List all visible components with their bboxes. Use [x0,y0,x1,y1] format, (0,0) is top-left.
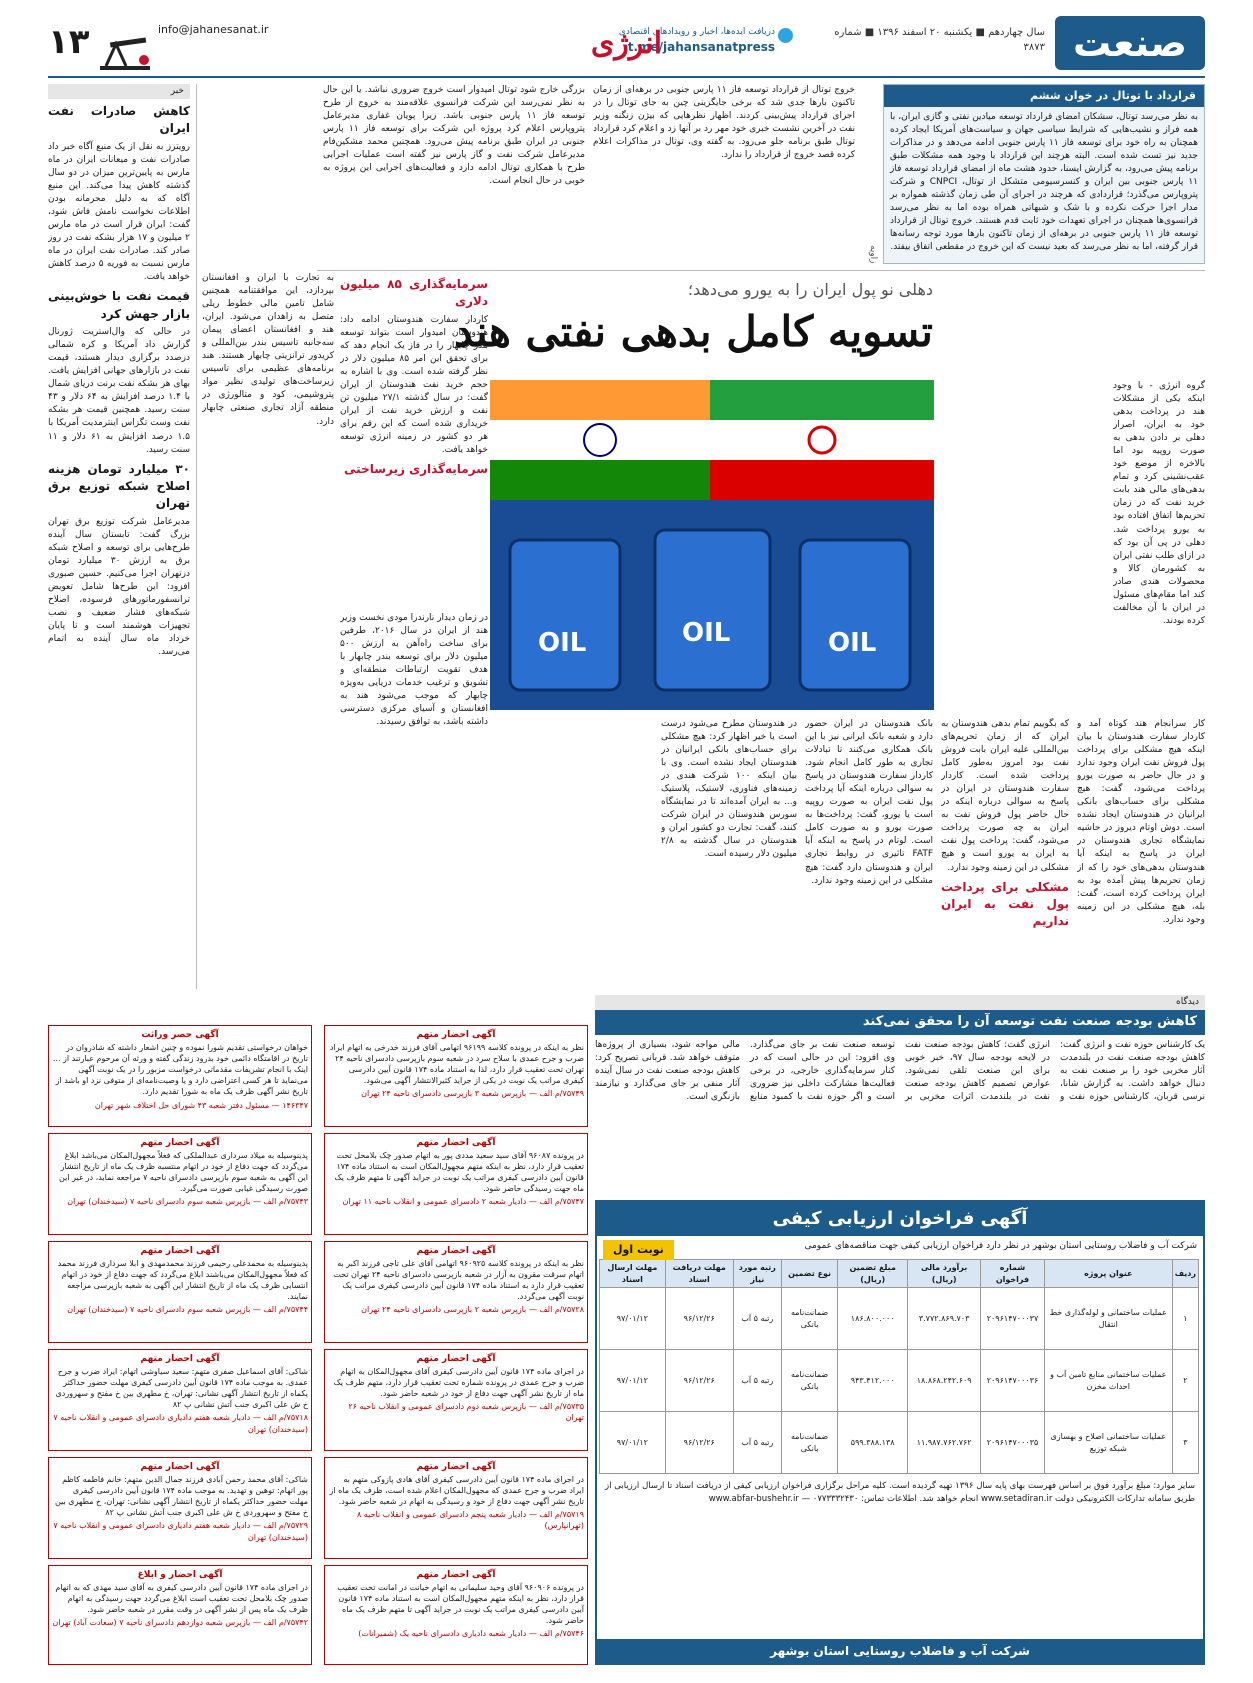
ad-6-body: پدینوسیله به محمدعلی رحیمی فرزند محمدمهدی و ابلا سرداری فرزند محمد که فعلاً مجهول‌المکان می‌باشند ابلاغ می‌گردد که جهت دفاع از خود در اتهام انتسابی ظرف یک ماه از تاریخ انتشار این آگهی به شعبه بازپرسی مراجعه نمایند. [57,1258,308,1302]
ad-10 [48,1457,312,1559]
table-cell: ۹۶/۱۲/۲۶ [665,1350,733,1412]
news-ribbon: خبر [48,84,190,99]
total-box-title: قرارداد با توتال در خوان ششم [884,85,1204,107]
article-col-5 [340,612,488,988]
table-cell: ۹۶/۱۲/۲۶ [665,1412,733,1474]
total-box-body: به نظر می‌رسد توتال، سشکان امضای قرارداد توسعه میادین نفتی و گازی ایران، با همه فراز و نشیب‌هایی که شرایط سیاسی جهان و سیاست‌های آمریکا ایجاد کرده همچنان به راه خود برای توسعه فاز ۱۱ پارس جنوبی ادامه می‌دهد و در مذاکرات جدید نیز تست شده است. البته هرچند این قرارداد با وجود همه مشکلات طبق برنامه پیش می‌رود، به گزارش ایسنا، حدود هشت ماه از امضای قرارداد توسعه فاز ۱۱ پارس جنوبی بین ایران و کنسرسیومی متشکل از توتال، CNPCI و شرکت پتروپارس می‌گذرد؛ قراردادی که هرچند در اجرای آن طی زمان گذشته همواره بر مدار اجرا حرکت نکرده و با شک و شبهاتی همراه بوده اما به نظر می‌رسد فرانسوی‌ها همچنان در اجرای تعهدات خود ثابت قدم هستند. خروج توتال از قرارداد توسعه فاز ۱۱ پارس جنوبی در برهه‌ای از زمان تاکنون بارها مورد توجه رسانه‌ها قرار گرفته، اما به نظر می‌رسد که بعید نیست که این خروج در مقطعی اتفاق بیفتد. [890,111,1199,253]
table-cell: عملیات ساختمانی منابع تامین آب و احداث مخزن [1044,1350,1172,1412]
legal-ads [48,1025,588,1665]
article-col-7 [202,272,334,988]
ad-2-footer: ۱۴۶۳۴۷ — مسئول دفتر شعبه ۴۳ شورای حل اختلاف شهر تهران [94,1100,308,1110]
col-header: مهلت دریافت اسناد [665,1260,733,1288]
barrel-label-2: OIL [682,618,731,648]
table-cell: رتبه ۵ آب [733,1412,781,1474]
ad-11-body: در پرونده ۹۶۰۹۰۶ آقای وحید سلیمانی به اتهام خیانت در امانت تحت تعقیب قرار دارد، نظر به اینکه متهم مجهول‌المکان است به استناد ماده ۱۷۴ قانون آیین دادرسی کیفری مراتب یک نوبت در جراید آگهی تا متهم ظرف یک ماه حاضر شود. [337,1582,584,1626]
table-cell: ۹۴۳.۴۱۲.۰۰۰ [838,1350,908,1412]
table-cell: ضمانت‌نامه بانکی [781,1412,837,1474]
ad-8 [48,1349,312,1451]
ad-10-title: آگهی احضار متهم [140,1462,220,1472]
article-lead-text: گروه انرژی - با وجود اینکه یکی از مشکلات هند در پرداخت بدهی خود به ایران، اصرار دهلی بر دادن بدهی به صورت روپیه بود اما بالاخره از موضع خود عقب‌نشینی کرد و تمام بدهی‌های مالی هند بابت خرید نفت که در زمان تحریم‌ها اتفاق افتاده بود به یورو پرداخت شد. دهلی در پی آن بود که در ازای طلب نفتی ایران به کشورمان کالا و محصولات هندی صادر کند اما مقام‌های مسئول در ایران با آن مخالفت کرده بودند. [1113,381,1205,626]
budget-title: کاهش بودجه صنعت نفت توسعه آن را محقق نمی‌کند [595,1010,1205,1035]
ad-6-title: آگهی احضار متهم [140,1246,220,1256]
article-col-2 [941,718,1069,988]
ad-3-title: آگهی احضار متهم [416,1138,496,1148]
article-col-3 [805,718,933,988]
ad-2-title: آگهی حصر وراثت [141,1030,219,1040]
main-headline: تسویه کامل بدهی نفتی هند [453,307,933,356]
telegram-caption: دریافت ایده‌ها، اخبار و رویدادهای اقتصادی [618,27,775,37]
article-col-7-text: به تجارت با ایران و افغانستان بپردازد، این موافقتنامه همچنین شامل تامین مالی خطوط ریلی متصل به زاهدان می‌شود. ایران، هند و افغانستان اعضای پیمان سه‌جانبه تاسیس بندر بین‌المللی و کریدور ترانزیتی چابهار هستند. هند برنامه‌های عظیمی برای تاسیس زیرساخت‌های تولیدی نظیر مواد پتروشیمی، کود و متالورژی در منطقه آزاد تجاری صنعتی چابهار دارد. [202,273,334,427]
table-cell: ۹۶/۱۲/۲۶ [665,1288,733,1350]
ad-12 [48,1565,312,1665]
ad-5-body: نظر به اینکه در پرونده کلاسه ۹۶۰۹۲۵ اتهامی آقای علی تاجی فرزند اکبر به اتهام سرقت مقرون به آزار در شعبه بازپرسی دادسرای ناحیه ۲۴ تهران تحت تعقیب قرار دارد به استناد ماده ۱۷۴ قانون آیین دادرسی کیفری مراتب یک نوبت آگهی می‌گردد. [333,1258,584,1302]
ad-11 [324,1565,588,1665]
ad-5-title: آگهی احضار متهم [416,1246,496,1256]
news-text-3: مدیرعامل شرکت توزیع برق تهران بزرگ گفت: تابستان سال آینده طرح‌هایی برای توسعه و اصلاح شبکه برق به ارزش ۳۰ میلیارد تومان درتهران اجرا می‌کنیم. حسین صبوری افزود: این طرح‌ها شامل تعویض ترانسفورماتورهای فرسوده، اصلاح شبکه‌های فشار ضعیف و نصب تجهیزات هوشمند است و تا پایان خرداد ماه سال آینده به اتمام می‌رسد. [48,516,190,658]
ad-11-footer: ۷۵۷۴۶/م الف — دادیار شعبه دادیاری دادسرای ناحیه یک (شمیرانات) [358,1629,584,1639]
ad-6 [48,1241,312,1343]
col-header: برآورد مالی (ریال) [908,1260,981,1288]
article-lead [1113,380,1205,715]
budget-ribbon: دیدگاه [595,995,1205,1010]
table-cell: ۹۷/۰۱/۱۲ [600,1412,666,1474]
tender-ad [595,1200,1205,1665]
total-box [883,84,1205,264]
col-header: مبلغ تضمین (ریال) [838,1260,908,1288]
tender-notes: سایر موارد: مبلغ برآورد فوق بر اساس فهرست بهای پایه سال ۱۳۹۶ تهیه گردیده است. کلیه مراحل برگزاری فراخوان ارزیابی کیفی از دریافت اسناد تا ارسال ارزیابی از طریق سامانه تدارکات الکترونیکی دولت www.setadiran.ir انجام خواهد شد. اطلاعات تماس: ۰۷۷۳۳۳۲۴۳۰ — www.abfar-bushehr.ir [605,1481,1195,1504]
subhead-infrastructure: سرمایه‌گذاری زیرساختی [344,462,488,477]
article-col-4 [661,718,797,988]
ad-1-footer: ۷۵۷۴۹/م الف — بازپرس شعبه ۳ بازپرسی دادسرای ناحیه ۲۴ تهران [361,1089,584,1099]
ad-2-body: خواهان درخواستی تقدیم شورا نموده و چنین اشعار داشته که شادروان در تاریخ در اقامتگاه دائمی خود بدرود زندگی گفته و ورثه آن مرحوم عبارتند از ... اینک با انجام تشریفات مقدماتی درخواست مزبور را در یک نوبت آگهی می‌نماید تا هر کسی اعتراضی دارد و یا وصیت‌نامه‌ای از متوفی نزد او باشد از تاریخ نشر آگهی ظرف یک ماه به شورا تقدیم دارد. [52,1042,308,1097]
subhead-investment: سرمایه‌گذاری ۸۵ میلیون دلاری [340,277,488,309]
ad-1 [324,1025,588,1127]
ad-9-body: در اجرای ماده ۱۷۴ قانون آیین دادرسی کیفری آقای هادی پازوکی متهم به ایراد ضرب و جرح عمدی که مجهول‌المکان اعلام شده است، ظرف یک ماه از تاریخ نشر آگهی جهت دفاع از خود و رسیدگی به اتهام در شعبه حاضر شود. [329,1474,584,1506]
subhead-payment: مشکلی برای پرداخت پول نفت به ایران نداریم [941,879,1069,929]
article-col-1 [1077,718,1205,988]
tender-table [599,1259,1199,1474]
ad-9 [324,1457,588,1559]
news-headline-3: ۳۰ میلیارد تومان هزینه اصلاح شبکه توزیع برق تهران [48,461,190,511]
col-header: نوع تضمین [781,1260,837,1288]
table-cell: ۳.۷۷۲.۸۶۹.۷۰۳ [908,1288,981,1350]
barrel-label-1: OIL [538,628,587,658]
table-cell: ۲۰۹۶۱۴۷۰۰۰۳۷ [981,1288,1045,1350]
ad-5 [324,1241,588,1343]
table-row [600,1288,1199,1350]
page-number: ۱۳ [48,22,90,62]
zaviyeh-ribbon: زاویه [868,245,878,264]
table-cell: ۱ [1172,1288,1198,1350]
news-column [48,84,190,989]
col-header: عنوان پروژه [1044,1260,1172,1288]
ad-3 [324,1133,588,1235]
ad-7-footer: ۷۵۷۳۵/م الف — بازپرس شعبه دوم دادسرای عمومی و انقلاب ناحیه ۲۶ تهران [348,1402,584,1423]
article-col-4-text: در هندوستان مطرح می‌شود درست است یا خیر اظهار کرد: هیچ مشکلی برای حساب‌های بانکی ایرانیان در هندوستان ایجاد نشده است. وی با بیان اینکه ۱۰۰ شرکت هندی در زمینه‌های فناوری، لاستیک، پلاستیک و... به ایران آمده‌اند تا در نمایشگاه سورس هندوستان در ایران شرکت کنند، گفت: تجارت دو کشور ایران و هندوستان در سال گذشته به ۲/۸ میلیون دلار رسیده است. [661,719,797,860]
col-header: رتبه مورد نیاز [733,1260,781,1288]
table-row [600,1350,1199,1412]
article-col-6 [340,272,488,612]
ad-8-title: آگهی احضار متهم [140,1354,220,1364]
headline-supertitle: دهلی نو پول ایران را به یورو می‌دهد؛ [687,280,933,299]
budget-article [595,995,1205,1195]
oil-pump-icon [96,36,154,72]
divider [317,270,1205,271]
article-col-6-text: کاردار سفارت هندوستان ادامه داد: هندوستان امیدوار است بتواند توسعه بندر چابهار را در فاز یک انجام دهد که برای تحقق این امر ۸۵ میلیون دلار در نظر گرفته شده است. وی با اشاره به حجم خرید نفت هندوستان از ایران گفت: در سال گذشته ۲۷/۱ میلیون تن نفت و ارزش خرید نفت از ایران خریداری شده است که این رقم برای هر دو کشور در زمینه انرژی توسعه خواهد یافت. [340,314,488,456]
ad-10-body: شاکی: آقای محمد رحمن آبادی فرزند جمال الدین متهم: خانم فاطمه کاظم پور اتهام: توهین و تهدید. به موجب ماده ۱۷۴ قانون آیین دادرسی کیفری مهلت حضور حداکثر یکماه از تاریخ انتشار آگهی نشانی: تهران، خ مطهری بین خ مفتح و سهروردی خ ش علی اکبری جنب آتش نشانی پ ۸۲ [55,1474,308,1518]
table-cell: ضمانت‌نامه بانکی [781,1350,837,1412]
table-cell: ضمانت‌نامه بانکی [781,1288,837,1350]
table-cell: ۲۰۹۶۱۴۷۰۰۰۳۶ [981,1350,1045,1412]
section-title: انرژی [590,26,663,61]
table-cell: ۳ [1172,1412,1198,1474]
table-cell: ۱۸۶.۸۰۰.۰۰۰ [838,1288,908,1350]
col-header: مهلت ارسال اسناد [600,1260,666,1288]
ad-4-footer: ۷۵۷۴۳/م الف — بازپرس شعبه سوم دادسرای ناحیه ۷ (سیدخندان) تهران [67,1197,308,1207]
tender-table-header [600,1260,1199,1288]
article-col-2-text: که بگوییم تمام بدهی هندوستان به ایران که از زمان تحریم‌های بین‌المللی علیه ایران بابت فروش نفت بود امروز به‌طور کامل پرداخت شده است. کاردار سفارت هندوستان در ایران در پاسخ به سوالی درباره اینکه در حال حاضر پول فروش نفت به ایران به چه صورت پرداخت می‌شود، گفت: پرداخت پول نفت به ایران به یورو است و هیچ مشکلی در این زمینه وجود ندارد. [941,719,1069,873]
table-cell: رتبه ۵ آب [733,1350,781,1412]
ad-4-title: آگهی احضار متهم [140,1138,220,1148]
news-text-1: رویترز به نقل از یک منبع آگاه خبر داد صادرات نفت و میعانات ایران در ماه مارس به پایین‌ترین میزان در دو سال گذشته کاهش پیدا می‌کند. این منبع آگاه که به دلیل محرمانه بودن اطلاعات نخواست نامش فاش شود، گفت: ایران قرار است در ماه مارس ۲ میلیون و ۱۷ هزار بشکه نفت در روز صادر کند. صادرات نفت ایران در ماه مارس نسبت به فوریه ۵ درصد کاهش خواهد یافت. [48,141,190,283]
article-col-3-text: بانک هندوستان در ایران حضور دارد و شعبه بانک ایرانی نیز با این بانک همکاری می‌کنند تا تبادلات تجاری به طور کامل انجام شود. کاردار سفارت هندوستان در پاسخ به سوالی درباره اینکه آیا پرداخت پول نفت ایران به صورت روپیه است یا یورو، گفت: پرداخت‌ها به صورت یورو و به صورت کامل است. لوتام در پاسخ به اینکه آیا FATF تاثیری در روابط تجاری ایران و هندوستان دارد گفت: هیچ مشکلی در این زمینه وجود ندارد. [805,719,933,886]
tender-subtitle: شرکت آب و فاضلاب روستایی استان بوشهر در نظر دارد فراخوان ارزیابی کیفی جهت مناقصه‌های عمومی [804,1241,1197,1251]
ad-10-footer: ۷۵۷۲۹/م الف — دادیار شعبه هفتم دادیاری دادسرای عمومی و انقلاب ناحیه ۷ (سیدخندان) تهران [53,1521,308,1542]
ad-7 [324,1349,588,1451]
masthead [48,12,1205,78]
table-cell: ۲ [1172,1350,1198,1412]
ad-7-body: در اجرای ماده ۱۷۴ قانون آیین دادرسی کیفری آقای مجهول‌المکان به اتهام ضرب و جرح عمدی در پرونده شماره تحت تعقیب قرار دارد، متهم ظرف یک ماه از تاریخ نشر آگهی جهت دفاع از خود در شعبه حاضر شود. [333,1366,584,1398]
news-text-2: در حالی که وال‌استریت ژورنال گزارش داد آمریکا و کره شمالی درصدد برگزاری دیدار هستند، قیمت نفت در بازارهای جهانی افزایش یافت. بهای هر بشکه نفت برنت دریای شمال با ۱.۴ درصد افزایش به ۶۴ دلار و ۴۳ سنت رسید. همچنین قیمت هر بشکه نفت وست تگزاس اینترمدیت آمریکا با ۱.۵ درصد افزایش به ۶۱ دلار و ۱۱ سنت رسید. [48,327,190,455]
ad-4 [48,1133,312,1235]
ad-1-title: آگهی احضار متهم [416,1030,496,1040]
telegram-icon [778,28,793,43]
top-col-2: بزرگی خارج شود توتال امیدوار است خروج ضروری نباشد. یا این حال به نظر نمی‌رسد این شرکت فرانسوی علاقه‌مند به خروج از طرح توسعه فاز ۱۱ پارس جنوبی باشد. زیرا پویان غفاری مدیرعامل پتروپارس اعلام کرد پروژه این شرکت برای توسعه فاز ۱۱ پارس جنوبی در ایران طبق برنامه پیش می‌رود. همچنین محمد مشکین‌فام مدیرعامل شرکت نفت و گاز پارس نیز گفته است عملیات اجرایی طرح با همکاری توتال ادامه دارد و فعالیت‌های اجرایی این پروژه به خوبی در حال انجام است. [323,85,585,187]
ad-9-footer: ۷۵۷۱۹/م الف — دادیار شعبه پنجم دادسرای عمومی و انقلاب ناحیه ۸ (تهرانپارس) [356,1510,584,1531]
ad-7-title: آگهی احضار متهم [416,1354,496,1364]
tender-title: آگهی فراخوان ارزیابی کیفی [597,1202,1203,1236]
col-header: ردیف [1172,1260,1198,1288]
table-cell: عملیات ساختمانی و لوله‌گذاری خط انتقال [1044,1288,1172,1350]
ad-6-footer: ۷۵۷۴۴/م الف — بازپرس شعبه سوم دادسرای ناحیه ۷ (سیدخندان) تهران [67,1305,308,1315]
table-cell: ۹۷/۰۱/۱۲ [600,1350,666,1412]
ad-12-footer: ۷۵۷۴۲/م الف — بازپرس شعبه دوازدهم دادسرای ناحیه ۷ (سعادت آباد) تهران [52,1618,308,1628]
col-header: شماره فراخوان [981,1260,1045,1288]
table-cell: ۱۱.۹۸۷.۷۶۲.۷۶۲ [908,1412,981,1474]
table-row [600,1412,1199,1474]
article-col-1-text: کار سرانجام هند کوتاه آمد و کاردار سفارت هندوستان با بیان اینکه هیچ مشکلی برای پرداخت پول فروش نفت ایران وجود ندارد و در حال حاضر به صورت یورو پرداخت می‌شود، گفت: هیچ مشکلی برای حساب‌های بانکی ایرانیان در هندوستان ایجاد نشده است. دوش اوتام دیروز در حاشیه نمایشگاه تجاری هندوستان در ایران در پاسخ به اینکه آیا هندوستان بدهی‌های خود را که از زمان تحریم‌ها پیش آمده بود به ایران پرداخت کرده است، گفت: بله، هیچ مشکلی در این زمینه وجود ندارد. [1077,719,1205,925]
ad-4-body: پدینوسیله به میلاد سرداری عبدالملکی که فعلاً مجهول‌المکان می‌باشد ابلاغ می‌گردد که جهت دفاع از خود در اتهام منتسبه ظرف یک ماه از تاریخ انتشار این آگهی به شعبه سوم بازپرسی دادسرای ناحیه ۷ مراجعه نماید، در غیر این صورت رسیدگی غیابی صورت می‌گیرد. [59,1150,308,1194]
ad-11-title: آگهی احضار متهم [416,1570,496,1580]
ad-2 [48,1025,312,1127]
barrel-label-3: OIL [828,628,877,658]
column-divider [196,84,197,989]
newspaper-logo[interactable]: صنعت [1055,16,1205,70]
ad-3-body: در پرونده ۹۶۰۸۷ آقای سید سعید مددی پور به اتهام صدور چک بلامحل تحت تعقیب قرار دارد، نظر به اینکه متهم مجهول‌المکان است به استناد ماده ۱۷۴ قانون آیین دادرسی کیفری مراتب یک نوبت در جراید آگهی تا متهم ظرف یک ماه جهت رسیدگی حاضر شود. [334,1150,584,1194]
tender-badge: نوبت اول [603,1240,674,1260]
news-headline-1: کاهش صادرات نفت ایران [48,104,190,136]
email-address[interactable]: info@jahanesanat.ir [158,23,269,36]
table-cell: ۱۸.۸۶۸.۲۴۲.۶۰۹ [908,1350,981,1412]
ad-12-title: آگهی احضار و ابلاغ [137,1570,223,1580]
ad-3-footer: ۷۵۷۴۷/م الف — دادیار شعبه ۲ دادسرای عمومی و انقلاب ناحیه ۱۱ تهران [342,1197,584,1207]
table-cell: رتبه ۵ آب [733,1288,781,1350]
ad-8-footer: ۷۵۷۱۸/م الف — دادیار شعبه هفتم دادیاری دادسرای عمومی و انقلاب ناحیه ۷ (سیدخندان) تهران [53,1413,308,1434]
ad-8-body: شاکی: آقای اسماعیل صفری متهم: سعید سیاوشی اتهام: ایراد ضرب و جرح عمدی. به موجب ماده ۱۷۴ قانون آیین دادرسی کیفری مهلت حضور حداکثر یکماه از تاریخ انتشار آگهی نشانی: تهران، خ مطهری بین خ مفتح و سهروردی خ ش علی اکبری جنب آتش نشانی پ ۸۲ [55,1366,308,1410]
news-headline-2: قیمت نفت با خوش‌بینی بازار جهش کرد [48,289,190,321]
ad-5-footer: ۷۵۷۲۸/م الف — بازپرس شعبه ۲ بازپرسی دادسرای ناحیه ۲۴ تهران [361,1305,584,1315]
table-cell: ۹۷/۰۱/۱۲ [600,1288,666,1350]
ad-12-body: در اجرای ماده ۱۷۴ قانون آیین دادرسی کیفری به آقای سید مهدی که به اتهام صدور چک بلامحل تحت تعقیب است ابلاغ می‌گردد جهت رسیدگی به اتهام ظرف یک ماه پس از نشر آگهی در وقت مقرر در شعبه حاضر شود. [55,1582,308,1614]
article-col-5-text: در زمان دیدار نارندرا مودی نخست وزیر هند از ایران در سال ۲۰۱۶، طرفین برای ساخت راه‌آهن به ارزش ۵۰۰ میلیون دلار برای توسعه بندر چابهار با هدف تقویت ارتباطات منطقه‌ای و تشویق و ترغیب خدمات دریایی به‌ویژه چابهار که موجب می‌شود هند به افغانستان و آسیای مرکزی دسترسی داشته باشد، به توافق رسیدند. [340,613,488,728]
ad-9-title: آگهی احضار متهم [416,1462,496,1472]
ad-1-body: نظر به اینکه در پرونده کلاسه ۹۶۱۹۹ اتهامی آقای فرزند خدرخی به اتهام ایراد ضرب و جرح عمدی با سلاح سرد در شعبه سوم بازپرسی دادسرای ناحیه ۲۴ تهران تحت تعقیب قرار دارد، لذا به استناد ماده ۱۷۴ قانون آیین دادرسی کیفری مراتب یک نوبت در یکی از جراید کثیرالانتشار آگهی می‌شود. [329,1042,584,1086]
india-iran-oil-photo [490,380,934,710]
table-cell: عملیات ساختمانی اصلاح و بهسازی شبکه توزیع [1044,1412,1172,1474]
table-cell: ۵۹۹.۳۸۸.۱۳۸ [838,1412,908,1474]
budget-text: یک کارشناس حوزه نفت و انرژی گفت: کاهش بودجه صنعت نفت در بلندمدت آثار مخربی خود را بر صنعت نفت به دنبال خواهد داشت. به گزارش شانا، نرسی قربان، کارشناس حوزه نفت و انرژی گفت: کاهش بودجه صنعت نفت در لایحه بودجه سال ۹۷، خبر خوبی برای این صنعت تلقی نمی‌شود. عوارض تصمیم کاهش بودجه صنعت نفت در بلندمدت اثرات مخربی بر توسعه صنعت نفت بر جای می‌گذارد. وی افزود: این در حالی است که در کنار سرمایه‌گذاری خارجی، در برخی فعالیت‌ها مشارکت داخلی نیز ضروری است و اگر حوزه نفت با کمبود منابع مالی مواجه شود، بسیاری از پروژه‌ها متوقف خواهد شد. قربانی تصریح کرد: کاهش بودجه صنعت نفت در سال آینده آثار منفی بر جای می‌گذارد و نیازمند بازنگری است. [595,1039,1205,1103]
tender-footer: شرکت آب و فاضلاب روستایی استان بوشهر [597,1639,1203,1663]
table-cell: ۲۰۹۶۱۴۷۰۰۰۳۵ [981,1412,1045,1474]
top-col-1: خروج توتال از قرارداد توسعه فاز ۱۱ پارس جنوبی در برهه‌ای از زمان تاکنون بارها جدی شد که برخی جایگزینی چین به جای توتال را در اجرای قرارداد پیش‌بینی کردند. اظهار نظرهایی که بیژن زنگنه وزیر نفت در آخرین نشست خبری خود مهر رد بر آنها زد و اعلام کرد قرارداد توتال طبق برنامه جلو می‌رود. به گفته وی، توتال در مذاکرات اعلام کرده قصد خروج از قرارداد را ندارد. [593,85,855,161]
issue-meta: سال چهاردهم ■ یکشنبه ۲۰ اسفند ۱۳۹۶ ■ شماره ۳۸۷۳ [834,27,1045,53]
telegram-handle[interactable]: t.me/jahansanatpress [627,40,775,55]
